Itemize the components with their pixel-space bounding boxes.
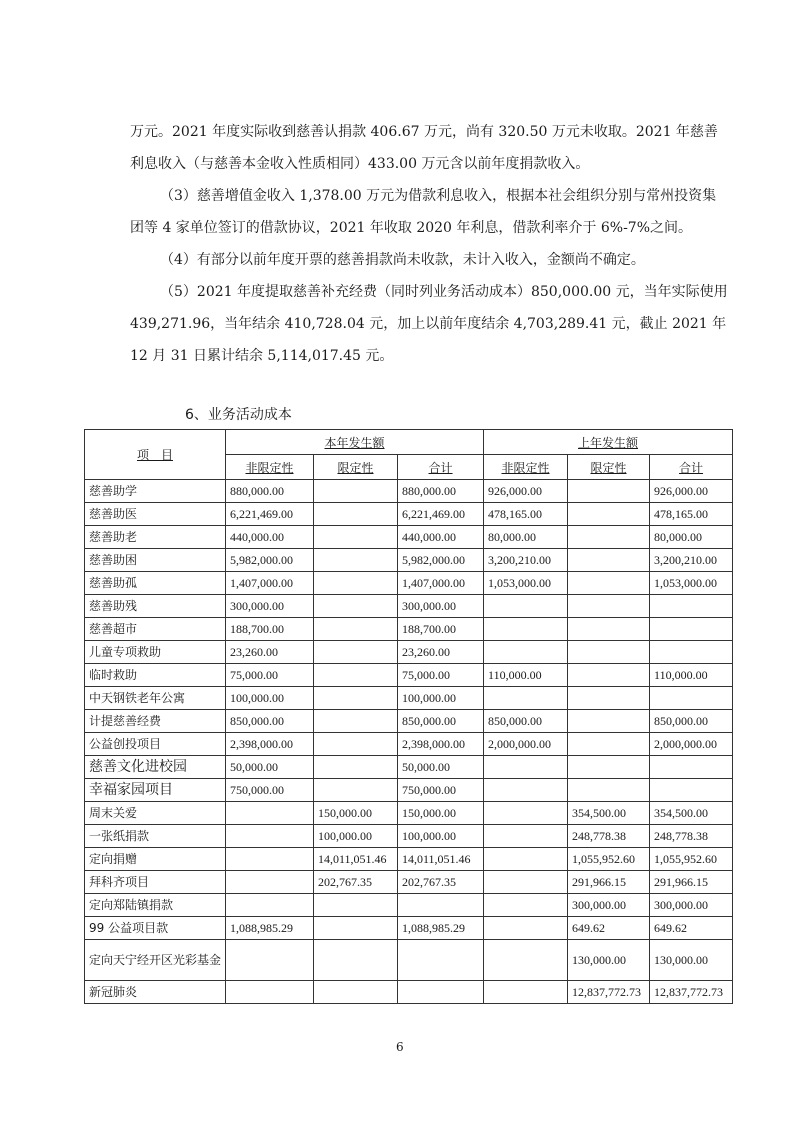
table-row: [85, 572, 733, 595]
table-row: [85, 825, 733, 848]
cell-current-restricted: 14,011,051.46: [314, 848, 398, 871]
table-row: [85, 848, 733, 871]
cell-previous-restricted: [568, 595, 650, 618]
header-previous-unrestricted: 非限定性: [484, 455, 568, 480]
cell-item-name: 中天钢铁老年公寓: [85, 687, 226, 710]
cell-previous-total: 12,837,772.73: [650, 981, 733, 1004]
cell-current-restricted: [314, 480, 398, 503]
cell-current-restricted: [314, 733, 398, 756]
cell-current-unrestricted: [226, 894, 314, 917]
cell-previous-restricted: [568, 687, 650, 710]
cell-previous-unrestricted: [484, 894, 568, 917]
cell-item-name: 幸福家园项目: [85, 779, 226, 802]
cell-previous-total: [650, 687, 733, 710]
header-previous-year: 上年发生额: [484, 430, 733, 455]
cell-current-restricted: [314, 687, 398, 710]
cell-previous-total: 2,000,000.00: [650, 733, 733, 756]
cell-current-unrestricted: 880,000.00: [226, 480, 314, 503]
cell-current-unrestricted: [226, 981, 314, 1004]
cell-previous-total: 248,778.38: [650, 825, 733, 848]
cell-previous-total: 649.62: [650, 917, 733, 940]
cell-current-unrestricted: 75,000.00: [226, 664, 314, 687]
cell-previous-total: 291,966.15: [650, 871, 733, 894]
cell-previous-restricted: [568, 549, 650, 572]
cell-current-total: [398, 981, 484, 1004]
table-row: [85, 710, 733, 733]
table-row: [85, 871, 733, 894]
cell-previous-unrestricted: 478,165.00: [484, 503, 568, 526]
cell-item-name: 公益创投项目: [85, 733, 226, 756]
cell-current-total: 880,000.00: [398, 480, 484, 503]
cell-previous-total: 130,000.00: [650, 940, 733, 981]
header-current-restricted: 限定性: [314, 455, 398, 480]
cell-previous-unrestricted: [484, 981, 568, 1004]
header-current-total: 合计: [398, 455, 484, 480]
cell-item-name: 临时救助: [85, 664, 226, 687]
cell-previous-total: 3,200,210.00: [650, 549, 733, 572]
section-title: 6、业务活动成本: [185, 407, 292, 423]
cell-previous-total: 110,000.00: [650, 664, 733, 687]
cell-item-name: 定向天宁经开区光彩基金: [85, 940, 226, 981]
cell-previous-total: 80,000.00: [650, 526, 733, 549]
cell-previous-unrestricted: [484, 871, 568, 894]
cell-current-restricted: [314, 940, 398, 981]
cell-current-total: 100,000.00: [398, 825, 484, 848]
table-row: [85, 526, 733, 549]
cell-current-total: 188,700.00: [398, 618, 484, 641]
cell-previous-unrestricted: 850,000.00: [484, 710, 568, 733]
cell-item-name: 慈善助困: [85, 549, 226, 572]
cell-item-name: 慈善助学: [85, 480, 226, 503]
table-row: [85, 618, 733, 641]
cell-current-unrestricted: [226, 940, 314, 981]
cell-previous-total: 926,000.00: [650, 480, 733, 503]
cell-current-restricted: [314, 641, 398, 664]
cell-previous-unrestricted: 3,200,210.00: [484, 549, 568, 572]
table-row: [85, 664, 733, 687]
cell-current-unrestricted: 300,000.00: [226, 595, 314, 618]
page-number: 6: [396, 1040, 404, 1054]
cell-previous-restricted: [568, 618, 650, 641]
cell-item-name: 慈善文化进校园: [85, 756, 226, 779]
cell-item-name: 慈善助医: [85, 503, 226, 526]
cell-previous-restricted: 1,055,952.60: [568, 848, 650, 871]
business-cost-table: [84, 429, 733, 1004]
cell-current-total: 23,260.00: [398, 641, 484, 664]
cell-item-name: 儿童专项救助: [85, 641, 226, 664]
cell-current-total: 75,000.00: [398, 664, 484, 687]
cell-current-unrestricted: 5,982,000.00: [226, 549, 314, 572]
table-row: [85, 981, 733, 1004]
cell-previous-unrestricted: 926,000.00: [484, 480, 568, 503]
cell-current-restricted: [314, 503, 398, 526]
table-row: [85, 549, 733, 572]
cell-previous-restricted: [568, 641, 650, 664]
cell-current-total: 202,767.35: [398, 871, 484, 894]
cell-previous-unrestricted: [484, 940, 568, 981]
cell-current-unrestricted: 50,000.00: [226, 756, 314, 779]
cell-item-name: 慈善助残: [85, 595, 226, 618]
cell-previous-total: 354,500.00: [650, 802, 733, 825]
cell-previous-total: [650, 641, 733, 664]
cell-current-unrestricted: 1,088,985.29: [226, 917, 314, 940]
header-previous-restricted: 限定性: [568, 455, 650, 480]
table-body: [85, 480, 733, 1004]
cell-item-name: 慈善助老: [85, 526, 226, 549]
cell-previous-total: [650, 779, 733, 802]
cell-current-total: 100,000.00: [398, 687, 484, 710]
cell-previous-total: 850,000.00: [650, 710, 733, 733]
cell-previous-total: 478,165.00: [650, 503, 733, 526]
cell-current-restricted: 150,000.00: [314, 802, 398, 825]
cell-item-name: 拜科齐项目: [85, 871, 226, 894]
cell-previous-unrestricted: [484, 848, 568, 871]
paragraph-interest-income: 万元。2021 年度实际收到慈善认捐款 406.67 万元，尚有 320.50 万元未收取。2021 年慈善利息收入（与慈善本金收入性质相同）433.00 万元含以前年度捐款收入。: [130, 124, 718, 172]
cell-previous-restricted: 12,837,772.73: [568, 981, 650, 1004]
cell-item-name: 新冠肺炎: [85, 981, 226, 1004]
table-row: [85, 641, 733, 664]
cell-previous-unrestricted: [484, 779, 568, 802]
cell-current-total: [398, 894, 484, 917]
table-row: [85, 940, 733, 981]
cell-current-restricted: [314, 981, 398, 1004]
header-current-year: 本年发生额: [226, 430, 484, 455]
cell-current-unrestricted: 6,221,469.00: [226, 503, 314, 526]
cell-item-name: 一张纸捐款: [85, 825, 226, 848]
cell-previous-restricted: 248,778.38: [568, 825, 650, 848]
header-previous-total: 合计: [650, 455, 733, 480]
cell-current-unrestricted: [226, 848, 314, 871]
cell-previous-restricted: [568, 572, 650, 595]
cell-item-name: 定向捐赠: [85, 848, 226, 871]
cell-previous-unrestricted: 2,000,000.00: [484, 733, 568, 756]
cell-current-unrestricted: 100,000.00: [226, 687, 314, 710]
cell-current-restricted: [314, 710, 398, 733]
cell-previous-total: [650, 618, 733, 641]
cell-previous-unrestricted: [484, 825, 568, 848]
table-row: [85, 779, 733, 802]
cell-current-total: 850,000.00: [398, 710, 484, 733]
cell-previous-restricted: [568, 710, 650, 733]
cell-current-total: 50,000.00: [398, 756, 484, 779]
cell-previous-total: [650, 756, 733, 779]
cell-current-restricted: [314, 526, 398, 549]
cell-previous-restricted: [568, 733, 650, 756]
table-row: [85, 917, 733, 940]
cell-previous-unrestricted: 80,000.00: [484, 526, 568, 549]
cell-current-restricted: 100,000.00: [314, 825, 398, 848]
cell-previous-unrestricted: 110,000.00: [484, 664, 568, 687]
cell-current-restricted: [314, 595, 398, 618]
cell-previous-restricted: [568, 503, 650, 526]
cell-current-total: 1,407,000.00: [398, 572, 484, 595]
paragraph-supplementary-funds: （5）2021 年度提取慈善补充经费（同时列业务活动成本）850,000.00 元，当年实际使用 439,271.96，当年结余 410,728.04 元，加上以前年度结余 4,703,289.41 元，截止 2021 年 12 月 31 日累计结余 5,114,017.45 元。: [130, 284, 728, 364]
cell-current-unrestricted: 750,000.00: [226, 779, 314, 802]
table-row: [85, 503, 733, 526]
cell-item-name: 99 公益项目款: [85, 917, 226, 940]
cell-current-restricted: [314, 664, 398, 687]
cell-previous-unrestricted: [484, 687, 568, 710]
cell-current-total: 14,011,051.46: [398, 848, 484, 871]
cell-item-name: 定向郑陆镇捐款: [85, 894, 226, 917]
table-row: [85, 756, 733, 779]
cell-current-restricted: 202,767.35: [314, 871, 398, 894]
paragraph-uncollected-donations: （4）有部分以前年度开票的慈善捐款尚未收款，未计入收入，金额尚不确定。: [160, 252, 645, 268]
cell-current-total: 300,000.00: [398, 595, 484, 618]
cell-previous-restricted: 649.62: [568, 917, 650, 940]
cell-previous-total: 1,055,952.60: [650, 848, 733, 871]
cell-current-unrestricted: 850,000.00: [226, 710, 314, 733]
cell-item-name: 慈善超市: [85, 618, 226, 641]
paragraph-appreciation-income: （3）慈善增值金收入 1,378.00 万元为借款利息收入，根据本社会组织分别与常州投资集团等 4 家单位签订的借款协议，2021 年收取 2020 年利息，借款利率介于 6%-7%之间。: [130, 188, 717, 236]
table-row: [85, 480, 733, 503]
cell-item-name: 计提慈善经费: [85, 710, 226, 733]
cell-current-total: 6,221,469.00: [398, 503, 484, 526]
cell-current-unrestricted: [226, 825, 314, 848]
cell-current-total: 1,088,985.29: [398, 917, 484, 940]
cell-previous-restricted: 354,500.00: [568, 802, 650, 825]
table-row: [85, 687, 733, 710]
cell-item-name: 慈善助孤: [85, 572, 226, 595]
cell-previous-total: 300,000.00: [650, 894, 733, 917]
cell-current-unrestricted: [226, 871, 314, 894]
cell-current-unrestricted: [226, 802, 314, 825]
cell-previous-restricted: [568, 756, 650, 779]
cell-previous-unrestricted: [484, 802, 568, 825]
cell-previous-restricted: [568, 480, 650, 503]
table-row: [85, 802, 733, 825]
cell-current-restricted: [314, 917, 398, 940]
cell-current-restricted: [314, 779, 398, 802]
header-item: 项 目: [85, 430, 226, 480]
cell-previous-restricted: [568, 526, 650, 549]
cell-previous-total: 1,053,000.00: [650, 572, 733, 595]
cell-previous-restricted: [568, 779, 650, 802]
table-row: [85, 894, 733, 917]
cell-previous-unrestricted: [484, 641, 568, 664]
header-current-unrestricted: 非限定性: [226, 455, 314, 480]
cell-current-total: 2,398,000.00: [398, 733, 484, 756]
cell-current-total: 150,000.00: [398, 802, 484, 825]
cell-previous-unrestricted: 1,053,000.00: [484, 572, 568, 595]
cell-current-total: 440,000.00: [398, 526, 484, 549]
cell-previous-unrestricted: [484, 618, 568, 641]
cell-current-unrestricted: 188,700.00: [226, 618, 314, 641]
cell-previous-unrestricted: [484, 595, 568, 618]
cell-item-name: 周末关爱: [85, 802, 226, 825]
table-header-row-groups: [85, 430, 733, 455]
cell-previous-restricted: 130,000.00: [568, 940, 650, 981]
cell-current-total: [398, 940, 484, 981]
cell-current-unrestricted: 1,407,000.00: [226, 572, 314, 595]
cell-previous-unrestricted: [484, 756, 568, 779]
cell-previous-total: [650, 595, 733, 618]
table-row: [85, 595, 733, 618]
table-row: [85, 733, 733, 756]
cell-current-restricted: [314, 549, 398, 572]
cell-current-total: 750,000.00: [398, 779, 484, 802]
cell-current-restricted: [314, 618, 398, 641]
cell-current-unrestricted: 440,000.00: [226, 526, 314, 549]
cell-previous-restricted: 291,966.15: [568, 871, 650, 894]
cell-current-restricted: [314, 756, 398, 779]
cell-current-unrestricted: 2,398,000.00: [226, 733, 314, 756]
cell-current-restricted: [314, 572, 398, 595]
cell-current-unrestricted: 23,260.00: [226, 641, 314, 664]
cell-current-total: 5,982,000.00: [398, 549, 484, 572]
cell-previous-restricted: [568, 664, 650, 687]
cell-previous-restricted: 300,000.00: [568, 894, 650, 917]
cell-previous-unrestricted: [484, 917, 568, 940]
cell-current-restricted: [314, 894, 398, 917]
